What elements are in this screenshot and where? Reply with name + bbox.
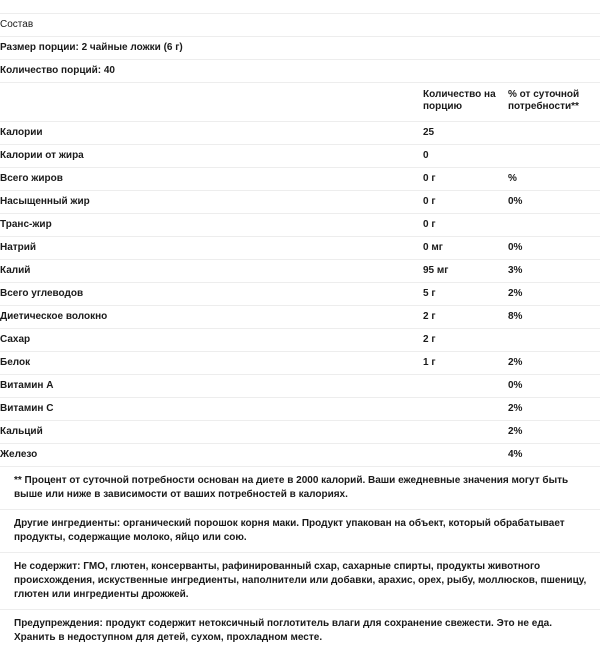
- nutrient-amount: 25: [423, 122, 508, 145]
- table-row: [0, 260, 600, 283]
- nutrient-daily-value: 3%: [508, 260, 600, 283]
- table-row: [0, 444, 600, 467]
- nutrient-daily-value: 2%: [508, 398, 600, 421]
- nutrient-daily-value: 2%: [508, 283, 600, 306]
- nutrient-name: Калории от жира: [0, 145, 423, 168]
- table-header-row: [0, 83, 600, 122]
- table-row: [0, 168, 600, 191]
- nutrient-daily-value: 0%: [508, 237, 600, 260]
- nutrient-amount: 5 г: [423, 283, 508, 306]
- nutrient-amount: 1 г: [423, 352, 508, 375]
- table-row: [0, 122, 600, 145]
- warnings-text: Предупреждения: продукт содержит нетоксичный поглотитель влаги для сохранение свежести. Это не еда. Хранить в недоступном для детей, сухом, прохладном месте.: [14, 618, 553, 643]
- nutrient-name: Сахар: [0, 329, 423, 352]
- nutrient-daily-value: [508, 329, 600, 352]
- nutrient-daily-value: [508, 122, 600, 145]
- serving-size-label: Размер порции: 2 чайные ложки (6 г): [0, 37, 600, 60]
- table-row: [0, 237, 600, 260]
- nutrient-name: Всего углеводов: [0, 283, 423, 306]
- table-row-servings-count: [0, 60, 600, 83]
- table-row: [0, 283, 600, 306]
- table-row: [0, 306, 600, 329]
- nutrient-daily-value: [508, 145, 600, 168]
- nutrient-daily-value: 4%: [508, 444, 600, 467]
- nutrient-name: Транс-жир: [0, 214, 423, 237]
- nutrient-amount: [423, 444, 508, 467]
- nutrient-daily-value: 0%: [508, 375, 600, 398]
- table-row: [0, 329, 600, 352]
- table-row: [0, 421, 600, 444]
- free-from-text: Не содержит: ГМО, глютен, консерванты, рафинированный схар, сахарные спирты, продукты животного происхождения, искуственные ингредиенты, наполнители или добавки, арахис, орех, рыбу, моллюсков, пшеницу, глютен или ингредиенты дрожжей.: [14, 561, 587, 600]
- nutrient-daily-value: %: [508, 168, 600, 191]
- nutrient-daily-value: 2%: [508, 352, 600, 375]
- other-ingredients-text: Другие ингредиенты: органический порошок корня маки. Продукт упакован на объект, который обрабатывает продукты, содержащие молоко, яйцо или сою.: [14, 518, 565, 543]
- nutrient-amount: 0 мг: [423, 237, 508, 260]
- panel-title: Состав: [0, 14, 600, 37]
- nutrient-amount: 2 г: [423, 306, 508, 329]
- table-row-serving-size: [0, 37, 600, 60]
- nutrition-facts-table: [0, 13, 600, 466]
- nutrient-name: Белок: [0, 352, 423, 375]
- nutrient-name: Калории: [0, 122, 423, 145]
- nutrient-daily-value: 8%: [508, 306, 600, 329]
- daily-value-footnote-text: ** Процент от суточной потребности основан на диете в 2000 калорий. Ваши ежедневные значения могут быть выше или ниже в зависимости от ваших потребностей в калориях.: [14, 475, 569, 500]
- nutrient-name: Натрий: [0, 237, 423, 260]
- nutrient-amount: 0 г: [423, 168, 508, 191]
- nutrient-name: Калий: [0, 260, 423, 283]
- table-row: [0, 214, 600, 237]
- nutrient-amount: [423, 421, 508, 444]
- nutrient-amount: [423, 398, 508, 421]
- nutrient-amount: 0 г: [423, 214, 508, 237]
- free-from-note: [0, 552, 600, 609]
- nutrient-name: Диетическое волокно: [0, 306, 423, 329]
- nutrient-name: Железо: [0, 444, 423, 467]
- daily-value-footnote: [0, 466, 600, 509]
- nutrient-daily-value: 2%: [508, 421, 600, 444]
- nutrient-name: Витамин C: [0, 398, 423, 421]
- nutrition-facts-body: [0, 14, 600, 467]
- nutrient-amount: 0: [423, 145, 508, 168]
- table-row: [0, 145, 600, 168]
- nutrient-amount: 95 мг: [423, 260, 508, 283]
- column-header-name: [0, 83, 423, 122]
- nutrient-name: Всего жиров: [0, 168, 423, 191]
- nutrient-name: Кальций: [0, 421, 423, 444]
- other-ingredients-note: [0, 509, 600, 552]
- table-row: [0, 191, 600, 214]
- table-row: [0, 398, 600, 421]
- table-row: [0, 375, 600, 398]
- nutrient-amount: 0 г: [423, 191, 508, 214]
- table-row: [0, 352, 600, 375]
- nutrient-name: Витамин A: [0, 375, 423, 398]
- nutrient-daily-value: [508, 214, 600, 237]
- table-row-title: [0, 14, 600, 37]
- column-header-amount-per-serving: Количество на порцию: [423, 83, 508, 122]
- nutrient-amount: [423, 375, 508, 398]
- column-header-percent-daily-value: % от суточной потребности**: [508, 83, 600, 122]
- warnings-note: [0, 609, 600, 652]
- servings-per-container-label: Количество порций: 40: [0, 60, 600, 83]
- nutrient-daily-value: 0%: [508, 191, 600, 214]
- nutrient-amount: 2 г: [423, 329, 508, 352]
- nutrient-name: Насыщенный жир: [0, 191, 423, 214]
